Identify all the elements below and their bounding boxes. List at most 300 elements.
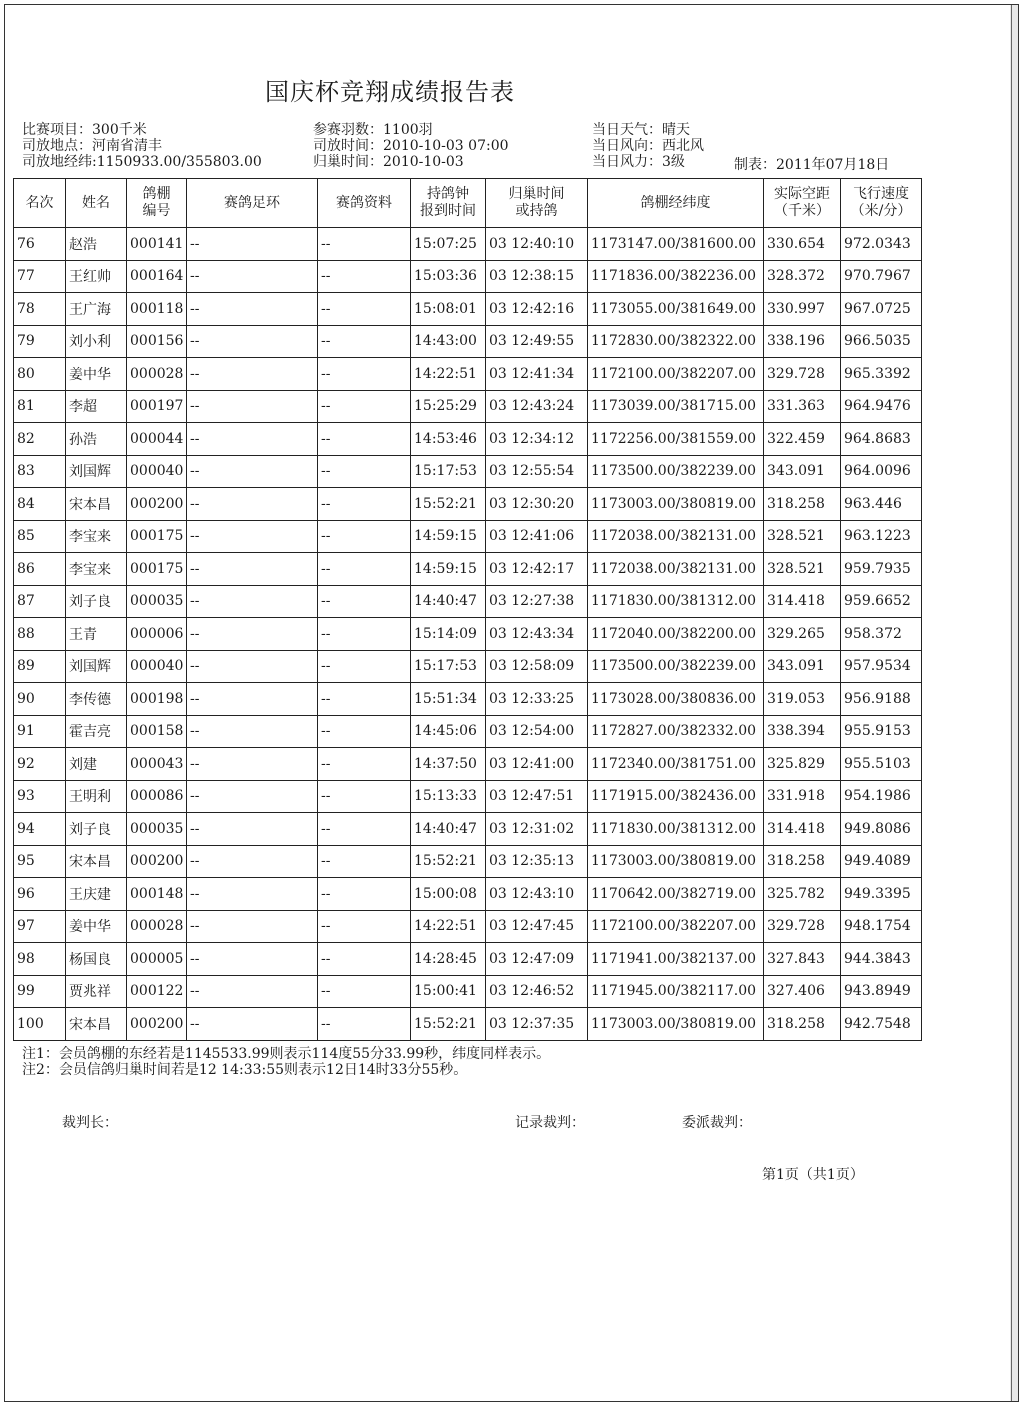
cell-speed: 949.3395 (841, 878, 922, 911)
cell-name: 刘子良 (66, 585, 127, 618)
cell-rank: 80 (14, 358, 66, 391)
cell-arrival-time: 03 12:46:52 (486, 975, 588, 1008)
cell-speed: 964.9476 (841, 390, 922, 423)
cell-speed: 956.9188 (841, 683, 922, 716)
cell-name: 姜中华 (66, 910, 127, 943)
cell-name: 姜中华 (66, 358, 127, 391)
cell-speed: 944.3843 (841, 943, 922, 976)
cell-speed: 966.5035 (841, 325, 922, 358)
cell-coords: 1173147.00/381600.00 (588, 228, 764, 261)
cell-coords: 1173039.00/381715.00 (588, 390, 764, 423)
cell-speed: 955.9153 (841, 715, 922, 748)
table-row (14, 553, 922, 586)
cell-speed: 955.5103 (841, 748, 922, 781)
cell-speed: 964.8683 (841, 423, 922, 456)
cell-speed: 949.8086 (841, 813, 922, 846)
cell-info: -- (318, 228, 411, 261)
cell-info: -- (318, 390, 411, 423)
cell-arrival-time: 03 12:43:10 (486, 878, 588, 911)
cell-clock-time: 15:52:21 (411, 488, 486, 521)
cell-ring: -- (187, 358, 318, 391)
cell-arrival-time: 03 12:43:24 (486, 390, 588, 423)
cell-rank: 77 (14, 260, 66, 293)
table-row (14, 260, 922, 293)
table-row (14, 748, 922, 781)
cell-distance: 328.521 (764, 553, 841, 586)
meta-column-3 (592, 122, 704, 170)
notes (22, 1046, 550, 1078)
cell-rank: 97 (14, 910, 66, 943)
cell-info: -- (318, 260, 411, 293)
cell-arrival-time: 03 12:43:34 (486, 618, 588, 651)
cell-coords: 1172038.00/382131.00 (588, 520, 764, 553)
header-loft-no: 鸽棚 编号 (127, 179, 187, 228)
cell-clock-time: 15:14:09 (411, 618, 486, 651)
cell-speed: 942.7548 (841, 1008, 922, 1041)
cell-distance: 327.843 (764, 943, 841, 976)
cell-info: -- (318, 813, 411, 846)
cell-name: 刘国辉 (66, 650, 127, 683)
cell-speed: 954.1986 (841, 780, 922, 813)
cell-loft-no: 000006 (127, 618, 187, 651)
signature-chief: 裁判长： (62, 1115, 118, 1131)
header-distance: 实际空距 （千米） (764, 179, 841, 228)
cell-clock-time: 15:51:34 (411, 683, 486, 716)
cell-speed: 959.7935 (841, 553, 922, 586)
cell-rank: 85 (14, 520, 66, 553)
page-footer: 第1页（共1页） (762, 1167, 864, 1183)
cell-distance: 325.782 (764, 878, 841, 911)
cell-name: 李传德 (66, 683, 127, 716)
cell-name: 宋本昌 (66, 488, 127, 521)
cell-name: 刘小利 (66, 325, 127, 358)
cell-distance: 314.418 (764, 813, 841, 846)
cell-name: 宋本昌 (66, 1008, 127, 1041)
cell-loft-no: 000035 (127, 813, 187, 846)
cell-rank: 95 (14, 845, 66, 878)
cell-clock-time: 14:53:46 (411, 423, 486, 456)
cell-rank: 79 (14, 325, 66, 358)
cell-loft-no: 000028 (127, 910, 187, 943)
cell-coords: 1171941.00/382137.00 (588, 943, 764, 976)
cell-info: -- (318, 488, 411, 521)
cell-arrival-time: 03 12:27:38 (486, 585, 588, 618)
cell-name: 李超 (66, 390, 127, 423)
cell-loft-no: 000164 (127, 260, 187, 293)
table-row (14, 228, 922, 261)
cell-loft-no: 000043 (127, 748, 187, 781)
cell-distance: 325.829 (764, 748, 841, 781)
meta-column-2 (313, 122, 509, 170)
cell-coords: 1172040.00/382200.00 (588, 618, 764, 651)
table-row (14, 423, 922, 456)
cell-clock-time: 15:07:25 (411, 228, 486, 261)
cell-ring: -- (187, 715, 318, 748)
cell-coords: 1172100.00/382207.00 (588, 358, 764, 391)
table-row (14, 975, 922, 1008)
cell-loft-no: 000040 (127, 455, 187, 488)
cell-distance: 330.654 (764, 228, 841, 261)
cell-info: -- (318, 780, 411, 813)
table-row (14, 618, 922, 651)
cell-distance: 330.997 (764, 293, 841, 326)
table-row (14, 683, 922, 716)
cell-clock-time: 14:59:15 (411, 553, 486, 586)
table-row (14, 845, 922, 878)
results-table (13, 178, 922, 1041)
signature-recorder: 记录裁判： (515, 1115, 585, 1131)
cell-speed: 972.0343 (841, 228, 922, 261)
cell-ring: -- (187, 878, 318, 911)
cell-clock-time: 15:03:36 (411, 260, 486, 293)
cell-loft-no: 000040 (127, 650, 187, 683)
cell-name: 霍吉亮 (66, 715, 127, 748)
meta-release-time: 司放时间：2010-10-03 07:00 (313, 138, 509, 154)
cell-speed: 964.0096 (841, 455, 922, 488)
cell-rank: 90 (14, 683, 66, 716)
table-row (14, 813, 922, 846)
cell-clock-time: 14:59:15 (411, 520, 486, 553)
cell-distance: 338.394 (764, 715, 841, 748)
cell-distance: 328.372 (764, 260, 841, 293)
cell-clock-time: 14:22:51 (411, 910, 486, 943)
cell-distance: 343.091 (764, 650, 841, 683)
table-row (14, 585, 922, 618)
cell-rank: 88 (14, 618, 66, 651)
cell-rank: 93 (14, 780, 66, 813)
cell-loft-no: 000118 (127, 293, 187, 326)
cell-rank: 94 (14, 813, 66, 846)
cell-loft-no: 000141 (127, 228, 187, 261)
cell-clock-time: 15:17:53 (411, 455, 486, 488)
cell-ring: -- (187, 618, 318, 651)
table-row (14, 358, 922, 391)
cell-coords: 1172830.00/382322.00 (588, 325, 764, 358)
cell-arrival-time: 03 12:49:55 (486, 325, 588, 358)
cell-ring: -- (187, 390, 318, 423)
cell-loft-no: 000044 (127, 423, 187, 456)
cell-distance: 331.918 (764, 780, 841, 813)
note-1: 注1：会员鸽棚的东经若是1145533.99则表示114度55分33.99秒，纬度同样表示。 (22, 1046, 551, 1062)
signature-delegate: 委派裁判： (682, 1115, 752, 1131)
cell-distance: 318.258 (764, 1008, 841, 1041)
cell-clock-time: 15:00:41 (411, 975, 486, 1008)
cell-arrival-time: 03 12:31:02 (486, 813, 588, 846)
cell-arrival-time: 03 12:35:13 (486, 845, 588, 878)
cell-speed: 963.1223 (841, 520, 922, 553)
cell-ring: -- (187, 455, 318, 488)
header-info: 赛鸽资料 (318, 179, 411, 228)
cell-coords: 1170642.00/382719.00 (588, 878, 764, 911)
cell-arrival-time: 03 12:42:17 (486, 553, 588, 586)
cell-distance: 329.265 (764, 618, 841, 651)
cell-info: -- (318, 748, 411, 781)
table-header-row (14, 179, 922, 228)
table-row (14, 910, 922, 943)
meta-release-location: 司放地点：河南省清丰 (22, 138, 162, 154)
cell-ring: -- (187, 910, 318, 943)
cell-rank: 89 (14, 650, 66, 683)
cell-arrival-time: 03 12:38:15 (486, 260, 588, 293)
table-row (14, 520, 922, 553)
meta-return-date: 归巢时间：2010-10-03 (313, 154, 464, 170)
cell-speed: 957.9534 (841, 650, 922, 683)
cell-distance: 318.258 (764, 488, 841, 521)
cell-loft-no: 000086 (127, 780, 187, 813)
cell-arrival-time: 03 12:54:00 (486, 715, 588, 748)
report-title: 国庆杯竞翔成绩报告表 (265, 78, 515, 106)
note-2: 注2：会员信鸽归巢时间若是12 14:33:55则表示12日14时33分55秒。 (22, 1062, 468, 1078)
cell-arrival-time: 03 12:42:16 (486, 293, 588, 326)
cell-speed: 958.372 (841, 618, 922, 651)
cell-distance: 329.728 (764, 910, 841, 943)
cell-info: -- (318, 943, 411, 976)
cell-rank: 78 (14, 293, 66, 326)
cell-speed: 965.3392 (841, 358, 922, 391)
header-arrival-time: 归巢时间 或持鸽 (486, 179, 588, 228)
cell-speed: 943.8949 (841, 975, 922, 1008)
header-name: 姓名 (66, 179, 127, 228)
cell-clock-time: 15:52:21 (411, 1008, 486, 1041)
table-row (14, 878, 922, 911)
cell-info: -- (318, 455, 411, 488)
table-body (14, 228, 922, 1041)
cell-ring: -- (187, 975, 318, 1008)
cell-name: 杨国良 (66, 943, 127, 976)
meta-event: 比赛项目：300千米 (22, 122, 147, 138)
cell-distance: 318.258 (764, 845, 841, 878)
cell-clock-time: 15:08:01 (411, 293, 486, 326)
cell-ring: -- (187, 813, 318, 846)
cell-name: 王广海 (66, 293, 127, 326)
cell-distance: 338.196 (764, 325, 841, 358)
cell-info: -- (318, 520, 411, 553)
cell-rank: 98 (14, 943, 66, 976)
cell-ring: -- (187, 1008, 318, 1041)
cell-info: -- (318, 910, 411, 943)
cell-coords: 1172100.00/382207.00 (588, 910, 764, 943)
cell-clock-time: 15:17:53 (411, 650, 486, 683)
cell-ring: -- (187, 520, 318, 553)
cell-coords: 1172038.00/382131.00 (588, 553, 764, 586)
table-row (14, 715, 922, 748)
meta-column-1 (22, 122, 262, 170)
cell-coords: 1172256.00/381559.00 (588, 423, 764, 456)
cell-loft-no: 000200 (127, 488, 187, 521)
cell-speed: 967.0725 (841, 293, 922, 326)
cell-ring: -- (187, 943, 318, 976)
cell-name: 宋本昌 (66, 845, 127, 878)
cell-rank: 86 (14, 553, 66, 586)
cell-rank: 83 (14, 455, 66, 488)
cell-ring: -- (187, 228, 318, 261)
cell-name: 王红帅 (66, 260, 127, 293)
cell-speed: 970.7967 (841, 260, 922, 293)
header-ring: 赛鸽足环 (187, 179, 318, 228)
cell-info: -- (318, 975, 411, 1008)
cell-arrival-time: 03 12:37:35 (486, 1008, 588, 1041)
cell-ring: -- (187, 780, 318, 813)
cell-clock-time: 15:52:21 (411, 845, 486, 878)
cell-info: -- (318, 358, 411, 391)
cell-distance: 314.418 (764, 585, 841, 618)
cell-distance: 343.091 (764, 455, 841, 488)
cell-name: 贾兆祥 (66, 975, 127, 1008)
cell-rank: 99 (14, 975, 66, 1008)
cell-name: 赵浩 (66, 228, 127, 261)
cell-coords: 1171836.00/382236.00 (588, 260, 764, 293)
cell-rank: 81 (14, 390, 66, 423)
cell-name: 王明利 (66, 780, 127, 813)
meta-weather: 当日天气：晴天 (592, 122, 690, 138)
table-row (14, 943, 922, 976)
cell-ring: -- (187, 488, 318, 521)
cell-info: -- (318, 585, 411, 618)
cell-coords: 1171830.00/381312.00 (588, 813, 764, 846)
cell-arrival-time: 03 12:34:12 (486, 423, 588, 456)
cell-info: -- (318, 325, 411, 358)
cell-loft-no: 000175 (127, 520, 187, 553)
cell-clock-time: 14:45:06 (411, 715, 486, 748)
cell-rank: 92 (14, 748, 66, 781)
cell-clock-time: 15:00:08 (411, 878, 486, 911)
cell-coords: 1173003.00/380819.00 (588, 488, 764, 521)
cell-loft-no: 000156 (127, 325, 187, 358)
cell-ring: -- (187, 748, 318, 781)
cell-loft-no: 000200 (127, 845, 187, 878)
cell-loft-no: 000035 (127, 585, 187, 618)
cell-info: -- (318, 650, 411, 683)
cell-rank: 84 (14, 488, 66, 521)
header-coords: 鸽棚经纬度 (588, 179, 764, 228)
cell-rank: 82 (14, 423, 66, 456)
cell-loft-no: 000028 (127, 358, 187, 391)
cell-speed: 963.446 (841, 488, 922, 521)
cell-ring: -- (187, 293, 318, 326)
header-speed: 飞行速度 （米/分） (841, 179, 922, 228)
table-row (14, 1008, 922, 1041)
cell-clock-time: 14:43:00 (411, 325, 486, 358)
cell-coords: 1171830.00/381312.00 (588, 585, 764, 618)
cell-clock-time: 15:25:29 (411, 390, 486, 423)
cell-name: 李宝来 (66, 553, 127, 586)
cell-loft-no: 000197 (127, 390, 187, 423)
cell-arrival-time: 03 12:41:00 (486, 748, 588, 781)
cell-ring: -- (187, 650, 318, 683)
cell-ring: -- (187, 585, 318, 618)
cell-name: 李宝来 (66, 520, 127, 553)
cell-speed: 949.4089 (841, 845, 922, 878)
cell-info: -- (318, 553, 411, 586)
cell-speed: 948.1754 (841, 910, 922, 943)
cell-info: -- (318, 715, 411, 748)
cell-coords: 1173028.00/380836.00 (588, 683, 764, 716)
meta-entries: 参赛羽数：1100羽 (313, 122, 433, 138)
cell-arrival-time: 03 12:41:34 (486, 358, 588, 391)
cell-info: -- (318, 683, 411, 716)
cell-distance: 319.053 (764, 683, 841, 716)
meta-release-coords: 司放地经纬:1150933.00/355803.00 (22, 154, 262, 170)
cell-distance: 331.363 (764, 390, 841, 423)
cell-distance: 327.406 (764, 975, 841, 1008)
cell-arrival-time: 03 12:47:51 (486, 780, 588, 813)
cell-arrival-time: 03 12:30:20 (486, 488, 588, 521)
cell-loft-no: 000122 (127, 975, 187, 1008)
cell-distance: 322.459 (764, 423, 841, 456)
cell-loft-no: 000148 (127, 878, 187, 911)
cell-info: -- (318, 878, 411, 911)
cell-rank: 100 (14, 1008, 66, 1041)
cell-clock-time: 14:37:50 (411, 748, 486, 781)
cell-rank: 96 (14, 878, 66, 911)
table-row (14, 325, 922, 358)
cell-distance: 328.521 (764, 520, 841, 553)
cell-speed: 959.6652 (841, 585, 922, 618)
cell-arrival-time: 03 12:55:54 (486, 455, 588, 488)
cell-ring: -- (187, 260, 318, 293)
cell-loft-no: 000158 (127, 715, 187, 748)
cell-clock-time: 14:28:45 (411, 943, 486, 976)
cell-arrival-time: 03 12:41:06 (486, 520, 588, 553)
cell-rank: 91 (14, 715, 66, 748)
cell-info: -- (318, 293, 411, 326)
cell-clock-time: 14:40:47 (411, 585, 486, 618)
cell-loft-no: 000005 (127, 943, 187, 976)
cell-ring: -- (187, 845, 318, 878)
cell-distance: 329.728 (764, 358, 841, 391)
cell-name: 孙浩 (66, 423, 127, 456)
header-rank: 名次 (14, 179, 66, 228)
cell-rank: 87 (14, 585, 66, 618)
cell-ring: -- (187, 423, 318, 456)
cell-loft-no: 000200 (127, 1008, 187, 1041)
meta-wind-force: 当日风力：3级 (592, 154, 685, 170)
cell-coords: 1172340.00/381751.00 (588, 748, 764, 781)
cell-clock-time: 15:13:33 (411, 780, 486, 813)
cell-coords: 1173500.00/382239.00 (588, 455, 764, 488)
cell-coords: 1171945.00/382117.00 (588, 975, 764, 1008)
cell-coords: 1173003.00/380819.00 (588, 845, 764, 878)
cell-arrival-time: 03 12:58:09 (486, 650, 588, 683)
cell-rank: 76 (14, 228, 66, 261)
cell-info: -- (318, 845, 411, 878)
cell-name: 刘子良 (66, 813, 127, 846)
cell-coords: 1173500.00/382239.00 (588, 650, 764, 683)
cell-loft-no: 000175 (127, 553, 187, 586)
cell-clock-time: 14:22:51 (411, 358, 486, 391)
cell-loft-no: 000198 (127, 683, 187, 716)
cell-ring: -- (187, 553, 318, 586)
table-row (14, 390, 922, 423)
header-clock-time: 持鸽钟 报到时间 (411, 179, 486, 228)
cell-name: 刘国辉 (66, 455, 127, 488)
cell-info: -- (318, 423, 411, 456)
cell-ring: -- (187, 683, 318, 716)
cell-arrival-time: 03 12:47:09 (486, 943, 588, 976)
cell-clock-time: 14:40:47 (411, 813, 486, 846)
meta-made-date: 制表：2011年07月18日 (734, 157, 890, 173)
cell-arrival-time: 03 12:40:10 (486, 228, 588, 261)
cell-coords: 1171915.00/382436.00 (588, 780, 764, 813)
cell-info: -- (318, 618, 411, 651)
cell-name: 王庆建 (66, 878, 127, 911)
cell-ring: -- (187, 325, 318, 358)
meta-wind-direction: 当日风向：西北风 (592, 138, 704, 154)
cell-coords: 1173003.00/380819.00 (588, 1008, 764, 1041)
cell-name: 刘建 (66, 748, 127, 781)
cell-coords: 1173055.00/381649.00 (588, 293, 764, 326)
cell-coords: 1172827.00/382332.00 (588, 715, 764, 748)
